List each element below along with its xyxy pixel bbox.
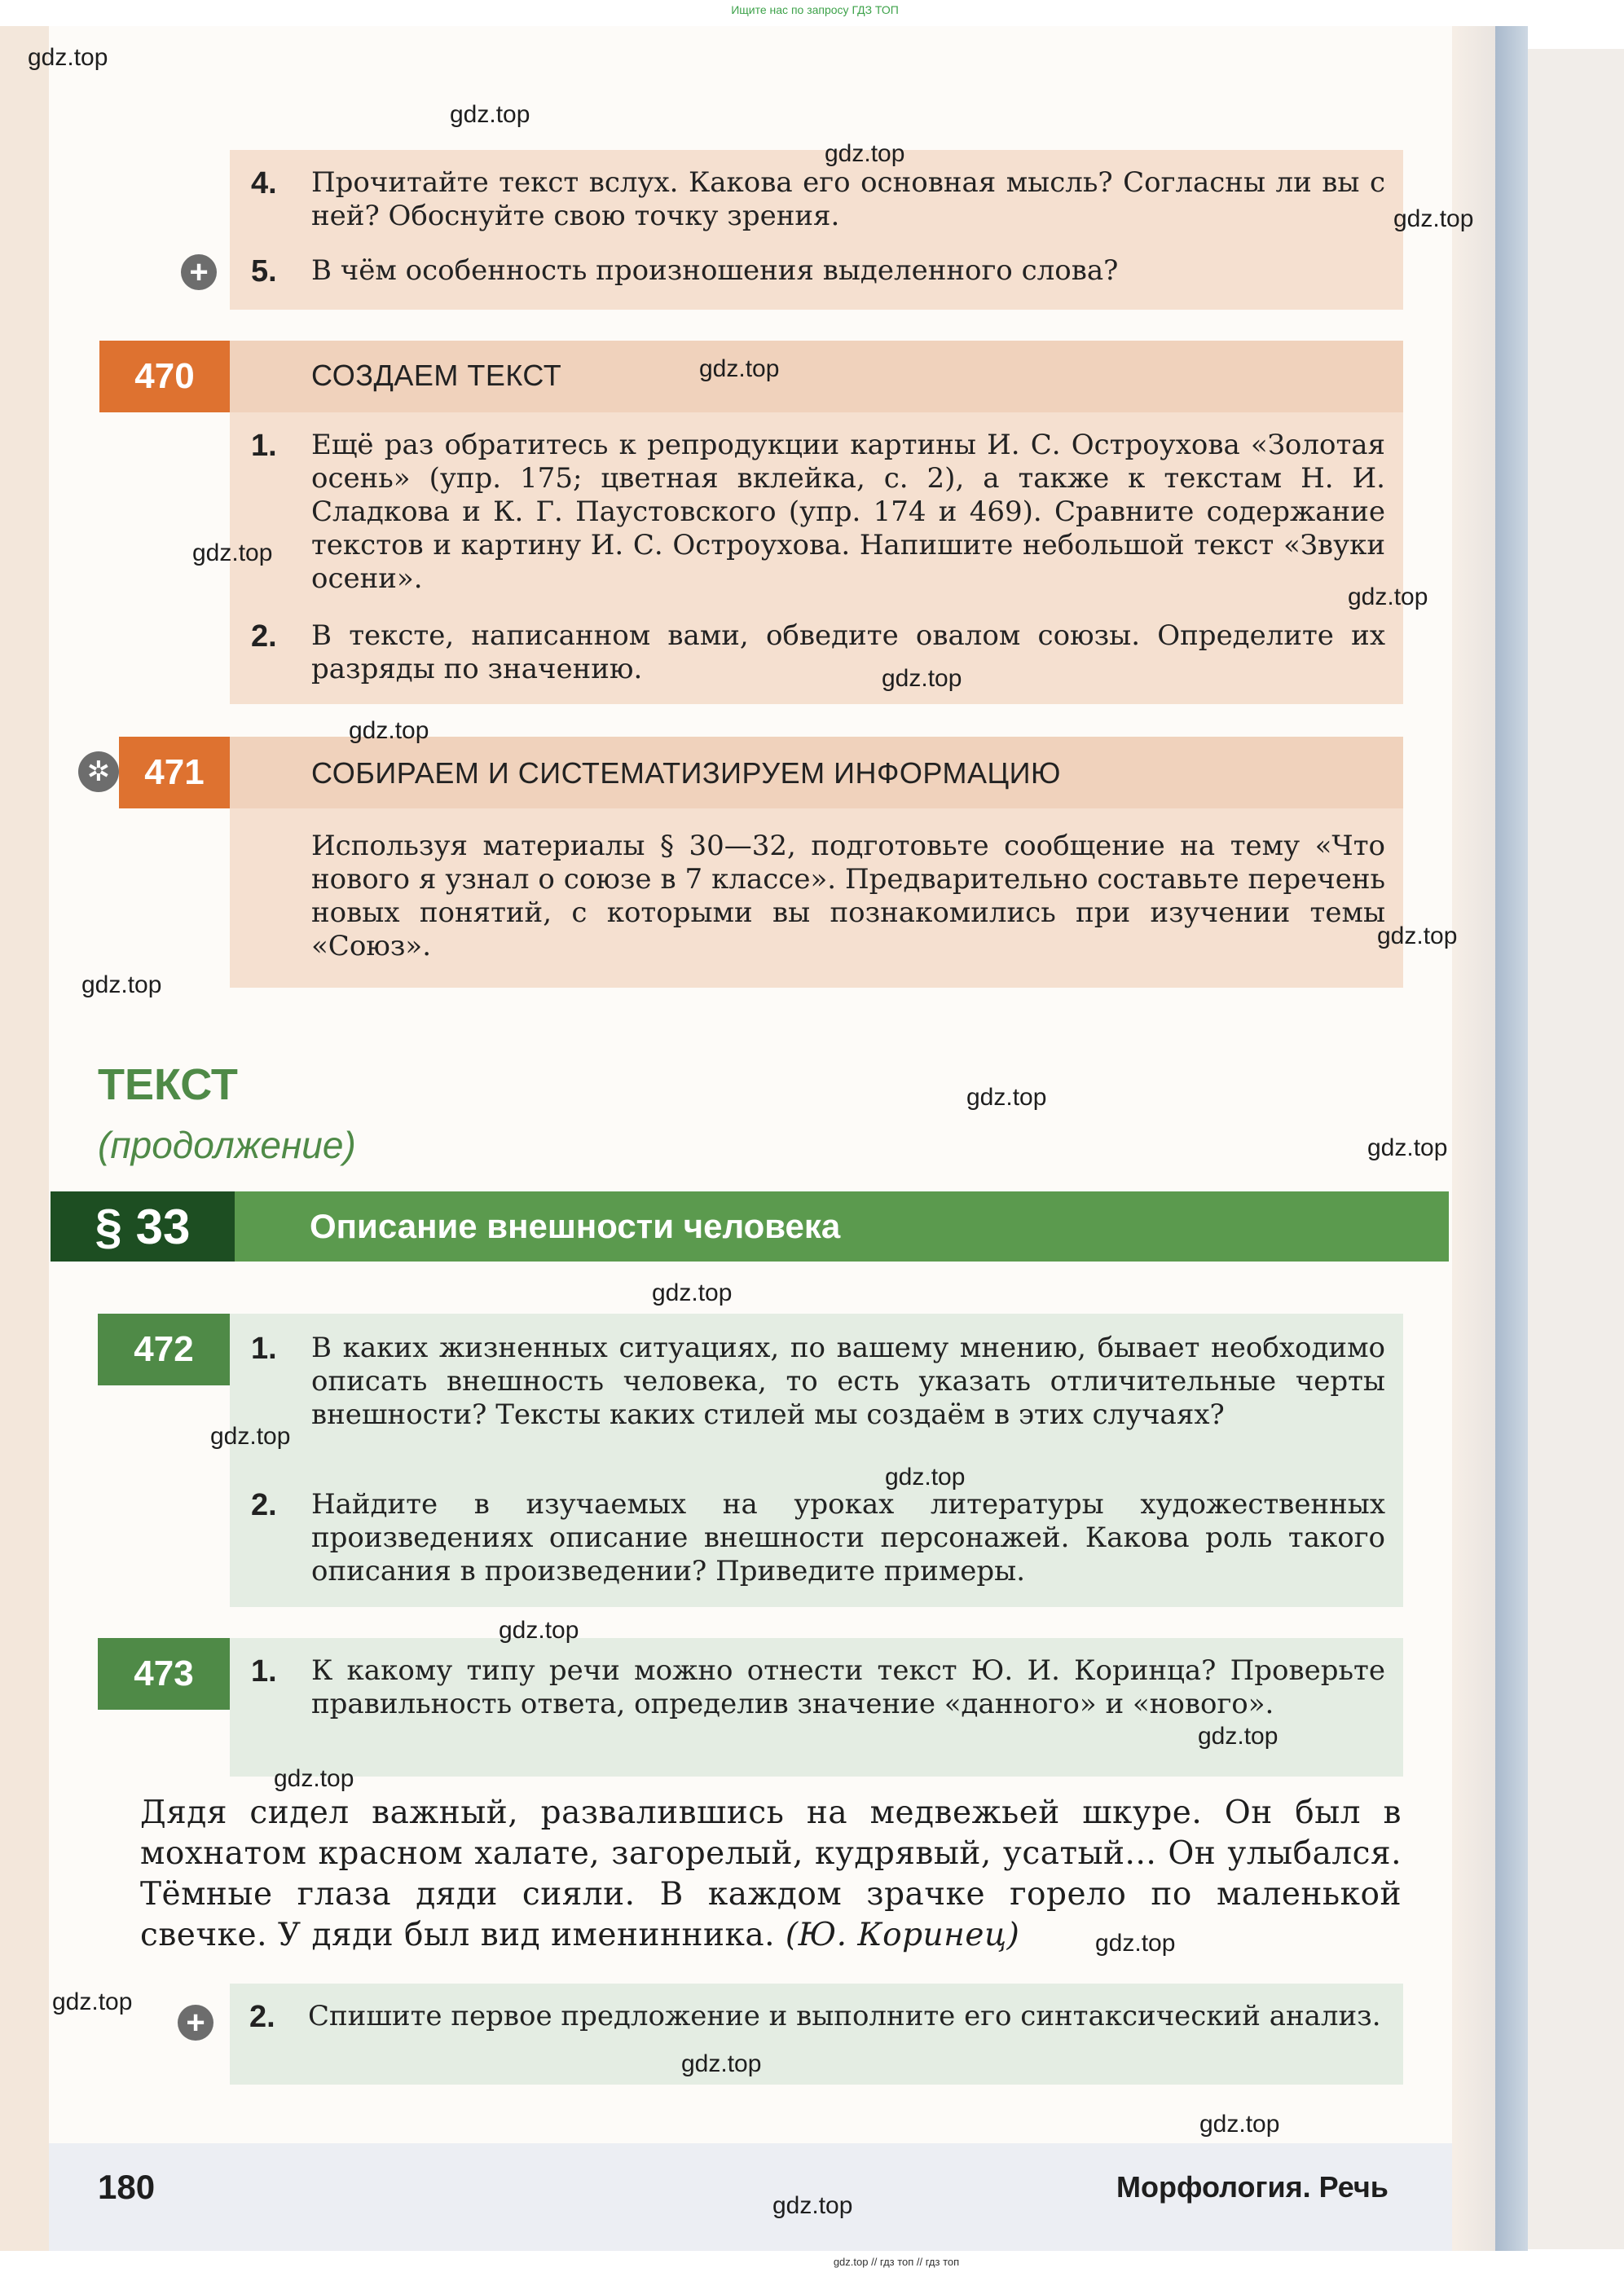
watermark: gdz.top xyxy=(450,101,530,128)
watermark: gdz.top xyxy=(882,665,962,692)
question-text: Спишите первое предложение и выполните его синтаксический анализ. xyxy=(308,2000,1381,2032)
section-title: ТЕКСТ xyxy=(98,1060,238,1109)
watermark: gdz.top xyxy=(28,44,108,71)
plus-circle-icon: + xyxy=(178,2005,213,2041)
watermark: gdz.top xyxy=(1367,1134,1448,1161)
question-number: 2. xyxy=(251,619,277,654)
question-text: Найдите в изучаемых на уроках литературы художественных произведениях описание внешности персонажей. Какова роль такого описания в произведении? Приведите примеры. xyxy=(311,1488,1385,1587)
watermark: gdz.top xyxy=(52,1988,133,2015)
question-text: В чём особенность произношения выделенного слова? xyxy=(311,254,1119,287)
bottom-note: gdz.top // гдз топ // гдз топ xyxy=(833,2256,960,2268)
exercise-number-471: 471 xyxy=(119,737,230,808)
question-text: Ещё раз обратитесь к репродукции картины И. С. Остроухова «Золотая осень» (упр. 175; цветная вклейка, с. 2), а также к текстам Н. И. Сладкова и К. Г. Паустовского (упр. 174 и 469). Сравните содержание текстов и картину И. С. Остроухова. Напишите небольшой текст «Звуки осени». xyxy=(311,429,1385,595)
question-number: 4. xyxy=(251,166,277,200)
chapter-title: Морфология. Речь xyxy=(1116,2170,1389,2204)
question-text: Прочитайте текст вслух. Какова его основная мысль? Согласны ли вы с ней? Обоснуйте свою точку зрения. xyxy=(311,166,1385,232)
question-text: В каких жизненных ситуациях, по вашему мнению, бывает необходимо описать внешность человека, то есть указать отличительные черты внешности? Тексты каких стилей мы создаём в этих случаях? xyxy=(311,1332,1385,1431)
watermark: gdz.top xyxy=(699,355,780,382)
watermark: gdz.top xyxy=(885,1464,966,1491)
paragraph-number: § 33 xyxy=(51,1191,235,1262)
watermark: gdz.top xyxy=(81,971,162,998)
question-number: 1. xyxy=(251,429,277,463)
page-number: 180 xyxy=(98,2168,156,2206)
watermark: gdz.top xyxy=(274,1765,354,1792)
exercise-text: Используя материалы § 30—32, подготовьте сообщение на тему «Что нового я узнал о союзе в 7 классе». Предварительно составьте перечень новых понятий, с которыми вы познакомились при изучении темы «Союз». xyxy=(311,830,1385,962)
watermark: gdz.top xyxy=(825,140,905,167)
watermark: gdz.top xyxy=(1348,583,1428,610)
watermark: gdz.top xyxy=(681,2050,762,2077)
question-text: В тексте, написанном вами, обведите овалом союзы. Определите их разряды по значению. xyxy=(311,619,1385,685)
watermark: gdz.top xyxy=(1377,923,1458,949)
watermark: gdz.top xyxy=(192,539,273,566)
question-text: К какому типу речи можно отнести текст Ю. И. Коринца? Проверьте правильность ответа, определив значение «данного» и «нового». xyxy=(311,1654,1385,1720)
watermark: gdz.top xyxy=(1393,205,1474,232)
quote-author: (Ю. Коринец) xyxy=(785,1917,1020,1953)
book-spine xyxy=(1495,26,1528,2251)
question-number: 1. xyxy=(251,1332,277,1366)
exercise-heading: СОБИРАЕМ И СИСТЕМАТИЗИРУЕМ ИНФОРМАЦИЮ xyxy=(311,756,1061,790)
exercise-box-473-q2 xyxy=(230,1984,1403,2085)
quoted-text: Дядя сидел важный, развалившись на медвежьей шкуре. Он был в мохнатом красном халате, загорелый, кудрявый, усатый... Он улыбался. Тёмные глаза дяди сияли. В каждом зрачке горело по маленькой свечке. У дяди был вид именинника. (Ю. Коринец) xyxy=(140,1794,1402,1953)
question-number: 2. xyxy=(251,1488,277,1522)
question-number: 5. xyxy=(251,254,277,288)
watermark: gdz.top xyxy=(772,2192,853,2219)
exercise-number-470: 470 xyxy=(99,341,230,412)
watermark: gdz.top xyxy=(966,1084,1047,1111)
top-note: Ищите нас по запросу ГДЗ ТОП xyxy=(731,3,899,16)
asterisk-circle-icon: ✲ xyxy=(78,751,119,792)
watermark: gdz.top xyxy=(1095,1930,1176,1957)
watermark: gdz.top xyxy=(499,1617,579,1644)
watermark: gdz.top xyxy=(349,717,429,744)
watermark: gdz.top xyxy=(210,1423,291,1450)
watermark: gdz.top xyxy=(652,1279,733,1306)
question-number: 2. xyxy=(249,2000,275,2034)
watermark: gdz.top xyxy=(1199,2111,1280,2138)
plus-circle-icon: + xyxy=(181,254,217,290)
paragraph-title: Описание внешности человека xyxy=(235,1191,1449,1262)
exercise-heading: СОЗДАЕМ ТЕКСТ xyxy=(311,359,562,392)
exercise-number-473: 473 xyxy=(98,1638,230,1710)
next-page-edge xyxy=(1528,49,1624,2249)
watermark: gdz.top xyxy=(1198,1723,1279,1750)
exercise-number-472: 472 xyxy=(98,1314,230,1385)
question-number: 1. xyxy=(251,1654,277,1689)
section-subtitle: (продолжение) xyxy=(98,1124,356,1166)
